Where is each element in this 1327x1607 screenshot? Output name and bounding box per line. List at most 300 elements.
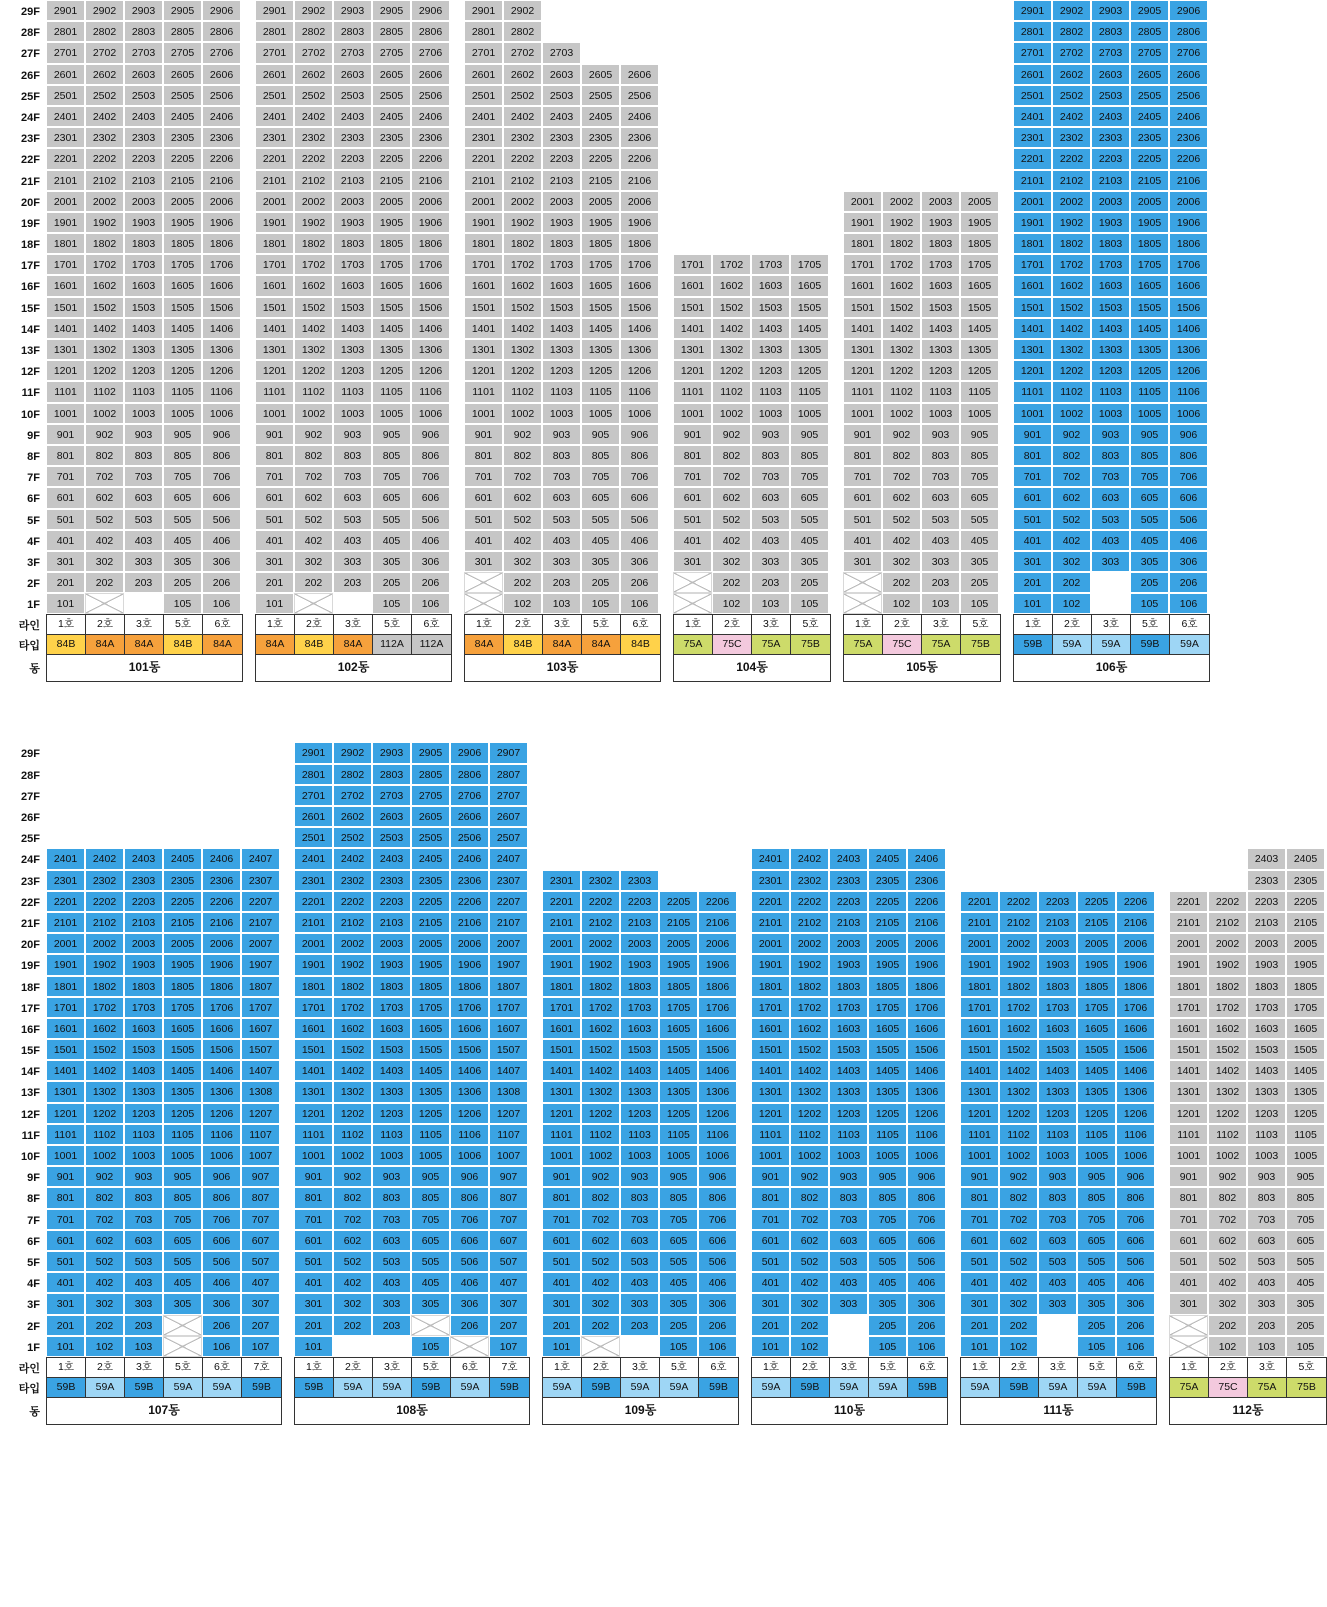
unit-cell[interactable]: 1705 — [1077, 997, 1116, 1018]
unit-cell[interactable]: 1705 — [163, 997, 202, 1018]
unit-cell[interactable]: 1902 — [581, 954, 620, 975]
unit-cell[interactable]: 2206 — [1116, 891, 1155, 912]
unit-cell[interactable]: 1703 — [124, 254, 163, 275]
unit-cell[interactable]: 206 — [1116, 1315, 1155, 1336]
unit-cell[interactable]: 1302 — [1208, 1081, 1247, 1102]
unit-cell[interactable]: 301 — [843, 551, 882, 572]
unit-cell[interactable]: 1105 — [163, 381, 202, 402]
unit-cell[interactable]: 803 — [1247, 1187, 1286, 1208]
unit-cell[interactable]: 1406 — [202, 318, 241, 339]
unit-cell[interactable]: 2602 — [85, 64, 124, 85]
unit-cell[interactable]: 1602 — [999, 1018, 1038, 1039]
unit-cell[interactable]: 1705 — [581, 254, 620, 275]
unit-cell[interactable]: 2901 — [294, 742, 333, 763]
unit-cell[interactable]: 2202 — [1208, 891, 1247, 912]
unit-cell[interactable]: 2002 — [85, 191, 124, 212]
unit-cell[interactable]: 2103 — [333, 170, 372, 191]
unit-cell[interactable]: 401 — [294, 1272, 333, 1293]
unit-cell[interactable]: 2406 — [202, 848, 241, 869]
type-badge[interactable]: 112A — [412, 635, 451, 655]
unit-cell[interactable]: 1106 — [450, 1124, 489, 1145]
unit-cell[interactable]: 107 — [241, 1336, 280, 1357]
unit-cell[interactable]: 1606 — [1169, 275, 1208, 296]
unit-cell[interactable]: 1403 — [829, 1060, 868, 1081]
unit-cell[interactable]: 1805 — [581, 233, 620, 254]
unit-cell[interactable]: 2401 — [1013, 106, 1052, 127]
unit-cell[interactable]: 2205 — [1286, 891, 1325, 912]
unit-cell[interactable]: 506 — [411, 509, 450, 530]
unit-cell[interactable]: 2003 — [124, 933, 163, 954]
unit-cell[interactable]: 605 — [1286, 1230, 1325, 1251]
unit-cell[interactable]: 1806 — [411, 233, 450, 254]
unit-cell[interactable]: 2801 — [255, 21, 294, 42]
unit-cell[interactable]: 1001 — [46, 403, 85, 424]
unit-cell[interactable]: 406 — [202, 1272, 241, 1293]
unit-cell[interactable]: 1003 — [333, 403, 372, 424]
unit-cell[interactable]: 305 — [659, 1293, 698, 1314]
unit-cell[interactable]: 406 — [202, 530, 241, 551]
unit-cell[interactable]: 1105 — [163, 1124, 202, 1145]
unit-cell[interactable]: 401 — [46, 530, 85, 551]
unit-cell[interactable]: 1405 — [163, 1060, 202, 1081]
unit-cell[interactable]: 201 — [255, 572, 294, 593]
unit-cell[interactable]: 203 — [124, 1315, 163, 1336]
unit-cell[interactable]: 1705 — [1130, 254, 1169, 275]
unit-cell[interactable]: 402 — [882, 530, 921, 551]
unit-cell[interactable]: 1807 — [489, 976, 528, 997]
unit-cell[interactable]: 906 — [450, 1166, 489, 1187]
unit-cell[interactable]: 1502 — [85, 1039, 124, 1060]
unit-cell[interactable]: 1902 — [1052, 212, 1091, 233]
type-badge[interactable]: 84A — [334, 635, 373, 655]
unit-cell[interactable]: 2203 — [829, 891, 868, 912]
unit-cell[interactable]: 401 — [1169, 1272, 1208, 1293]
unit-cell[interactable]: 702 — [790, 1209, 829, 1230]
unit-cell[interactable]: 201 — [751, 1315, 790, 1336]
type-badge[interactable]: 75B — [961, 635, 1000, 655]
unit-cell[interactable]: 201 — [960, 1315, 999, 1336]
unit-cell[interactable]: 1905 — [1130, 212, 1169, 233]
unit-cell[interactable]: 2605 — [581, 64, 620, 85]
unit-cell[interactable]: 702 — [85, 466, 124, 487]
unit-cell[interactable]: 2803 — [124, 21, 163, 42]
unit-cell[interactable]: 2006 — [1116, 933, 1155, 954]
unit-cell[interactable]: 1601 — [464, 275, 503, 296]
unit-cell[interactable]: 2006 — [450, 933, 489, 954]
unit-cell[interactable]: 2306 — [620, 127, 659, 148]
unit-cell[interactable]: 1001 — [255, 403, 294, 424]
unit-cell[interactable]: 2806 — [202, 21, 241, 42]
unit-cell[interactable]: 705 — [372, 466, 411, 487]
unit-cell[interactable]: 2301 — [751, 870, 790, 891]
unit-cell[interactable]: 1505 — [790, 297, 829, 318]
unit-cell[interactable]: 1402 — [882, 318, 921, 339]
unit-cell[interactable]: 206 — [1169, 572, 1208, 593]
unit-cell[interactable]: 2407 — [241, 848, 280, 869]
type-badge[interactable]: 84A — [465, 635, 504, 655]
unit-cell[interactable]: 205 — [1286, 1315, 1325, 1336]
unit-cell[interactable]: 2205 — [1077, 891, 1116, 912]
unit-cell[interactable]: 603 — [124, 487, 163, 508]
unit-cell[interactable]: 503 — [1038, 1251, 1077, 1272]
unit-cell[interactable]: 1006 — [1169, 403, 1208, 424]
unit-cell[interactable]: 1302 — [790, 1081, 829, 1102]
unit-cell[interactable]: 1303 — [1038, 1081, 1077, 1102]
unit-cell[interactable]: 1705 — [163, 254, 202, 275]
unit-cell[interactable]: 1001 — [46, 1145, 85, 1166]
unit-cell[interactable]: 801 — [1169, 1187, 1208, 1208]
unit-cell[interactable]: 1005 — [1286, 1145, 1325, 1166]
unit-cell[interactable]: 2007 — [489, 933, 528, 954]
unit-cell[interactable]: 306 — [450, 1293, 489, 1314]
unit-cell[interactable]: 1802 — [294, 233, 333, 254]
unit-cell[interactable]: 1203 — [1091, 360, 1130, 381]
unit-cell[interactable]: 401 — [542, 1272, 581, 1293]
unit-cell[interactable]: 1403 — [620, 1060, 659, 1081]
unit-cell[interactable]: 406 — [450, 1272, 489, 1293]
unit-cell[interactable]: 406 — [698, 1272, 737, 1293]
unit-cell[interactable]: 406 — [1169, 530, 1208, 551]
unit-cell[interactable]: 1502 — [85, 297, 124, 318]
type-badge[interactable]: 59A — [869, 1378, 908, 1398]
unit-cell[interactable]: 901 — [751, 1166, 790, 1187]
unit-cell[interactable]: 401 — [751, 1272, 790, 1293]
unit-cell[interactable]: 803 — [372, 1187, 411, 1208]
unit-cell[interactable]: 403 — [1247, 1272, 1286, 1293]
unit-cell[interactable]: 1306 — [620, 339, 659, 360]
unit-cell[interactable]: 1705 — [868, 997, 907, 1018]
unit-cell[interactable]: 2805 — [372, 21, 411, 42]
unit-cell[interactable]: 1202 — [1052, 360, 1091, 381]
unit-cell[interactable]: 1706 — [450, 997, 489, 1018]
unit-cell[interactable]: 1903 — [1091, 212, 1130, 233]
unit-cell[interactable]: 702 — [85, 1209, 124, 1230]
unit-cell[interactable]: 1003 — [1091, 403, 1130, 424]
unit-cell[interactable]: 1005 — [960, 403, 999, 424]
unit-cell[interactable]: 1605 — [790, 275, 829, 296]
type-badge[interactable]: 75A — [674, 635, 713, 655]
unit-cell[interactable]: 405 — [790, 530, 829, 551]
unit-cell[interactable]: 2702 — [1052, 42, 1091, 63]
unit-cell[interactable]: 2906 — [411, 0, 450, 21]
unit-cell[interactable]: 1701 — [46, 254, 85, 275]
unit-cell[interactable]: 506 — [1116, 1251, 1155, 1272]
unit-cell[interactable]: 502 — [581, 1251, 620, 1272]
unit-cell[interactable]: 503 — [620, 1251, 659, 1272]
unit-cell[interactable]: 1705 — [411, 997, 450, 1018]
unit-cell[interactable]: 1005 — [1130, 403, 1169, 424]
unit-cell[interactable]: 1405 — [1130, 318, 1169, 339]
unit-cell[interactable]: 306 — [698, 1293, 737, 1314]
type-badge[interactable]: 75C — [713, 635, 752, 655]
unit-cell[interactable]: 806 — [620, 445, 659, 466]
unit-cell[interactable]: 2302 — [294, 127, 333, 148]
unit-cell[interactable]: 1203 — [1038, 1103, 1077, 1124]
unit-cell[interactable]: 2106 — [450, 912, 489, 933]
unit-cell[interactable]: 901 — [960, 1166, 999, 1187]
unit-cell[interactable]: 403 — [921, 530, 960, 551]
unit-cell[interactable]: 1203 — [372, 1103, 411, 1124]
unit-cell[interactable]: 2201 — [46, 148, 85, 169]
unit-cell[interactable]: 406 — [411, 530, 450, 551]
unit-cell[interactable]: 2902 — [294, 0, 333, 21]
unit-cell[interactable]: 505 — [1077, 1251, 1116, 1272]
unit-cell[interactable]: 805 — [1286, 1187, 1325, 1208]
unit-cell[interactable]: 1803 — [829, 976, 868, 997]
unit-cell[interactable]: 2501 — [1013, 85, 1052, 106]
unit-cell[interactable]: 2401 — [255, 106, 294, 127]
unit-cell[interactable]: 2201 — [1169, 891, 1208, 912]
unit-cell[interactable]: 1506 — [202, 1039, 241, 1060]
unit-cell[interactable]: 1601 — [542, 1018, 581, 1039]
unit-cell[interactable]: 1706 — [698, 997, 737, 1018]
unit-cell[interactable]: 1706 — [1169, 254, 1208, 275]
unit-cell[interactable]: 106 — [202, 1336, 241, 1357]
unit-cell[interactable]: 302 — [790, 1293, 829, 1314]
unit-cell[interactable]: 1907 — [241, 954, 280, 975]
unit-cell[interactable]: 401 — [464, 530, 503, 551]
unit-cell[interactable]: 2606 — [450, 806, 489, 827]
unit-cell[interactable]: 302 — [712, 551, 751, 572]
unit-cell[interactable]: 405 — [659, 1272, 698, 1293]
unit-cell[interactable]: 701 — [542, 1209, 581, 1230]
unit-cell[interactable]: 1005 — [581, 403, 620, 424]
unit-cell[interactable]: 2103 — [1091, 170, 1130, 191]
unit-cell[interactable]: 1101 — [960, 1124, 999, 1145]
unit-cell[interactable]: 1105 — [960, 381, 999, 402]
unit-cell[interactable]: 2005 — [1130, 191, 1169, 212]
unit-cell[interactable]: 1203 — [1247, 1103, 1286, 1124]
unit-cell[interactable]: 702 — [503, 466, 542, 487]
unit-cell[interactable]: 1403 — [1038, 1060, 1077, 1081]
unit-cell[interactable]: 701 — [751, 1209, 790, 1230]
unit-cell[interactable]: 1103 — [1091, 381, 1130, 402]
unit-cell[interactable]: 2905 — [372, 0, 411, 21]
unit-cell[interactable]: 1703 — [1091, 254, 1130, 275]
unit-cell[interactable]: 101 — [46, 593, 85, 614]
unit-cell[interactable]: 2803 — [333, 21, 372, 42]
unit-cell[interactable]: 1702 — [712, 254, 751, 275]
unit-cell[interactable]: 1807 — [241, 976, 280, 997]
unit-cell[interactable]: 202 — [1052, 572, 1091, 593]
unit-cell[interactable]: 2403 — [829, 848, 868, 869]
unit-cell[interactable]: 902 — [333, 1166, 372, 1187]
unit-cell[interactable]: 2005 — [163, 933, 202, 954]
unit-cell[interactable]: 101 — [255, 593, 294, 614]
unit-cell[interactable]: 2105 — [163, 912, 202, 933]
unit-cell[interactable]: 401 — [673, 530, 712, 551]
unit-cell[interactable]: 203 — [333, 572, 372, 593]
unit-cell[interactable]: 606 — [411, 487, 450, 508]
unit-cell[interactable]: 102 — [1052, 593, 1091, 614]
type-badge[interactable]: 84A — [582, 635, 621, 655]
unit-cell[interactable]: 201 — [294, 1315, 333, 1336]
unit-cell[interactable]: 2303 — [372, 870, 411, 891]
unit-cell[interactable]: 501 — [464, 509, 503, 530]
unit-cell[interactable]: 405 — [1077, 1272, 1116, 1293]
unit-cell[interactable]: 406 — [907, 1272, 946, 1293]
unit-cell[interactable]: 2206 — [202, 148, 241, 169]
unit-cell[interactable]: 2002 — [1052, 191, 1091, 212]
unit-cell[interactable]: 2205 — [868, 891, 907, 912]
unit-cell[interactable]: 905 — [581, 424, 620, 445]
unit-cell[interactable]: 705 — [659, 1209, 698, 1230]
unit-cell[interactable]: 1303 — [921, 339, 960, 360]
unit-cell[interactable]: 2505 — [411, 827, 450, 848]
unit-cell[interactable]: 101 — [960, 1336, 999, 1357]
unit-cell[interactable]: 1303 — [124, 339, 163, 360]
unit-cell[interactable]: 1406 — [620, 318, 659, 339]
unit-cell[interactable]: 1303 — [751, 339, 790, 360]
unit-cell[interactable]: 305 — [960, 551, 999, 572]
unit-cell[interactable]: 603 — [124, 1230, 163, 1251]
unit-cell[interactable]: 701 — [46, 466, 85, 487]
unit-cell[interactable]: 2401 — [46, 106, 85, 127]
unit-cell[interactable]: 2001 — [751, 933, 790, 954]
unit-cell[interactable]: 2101 — [46, 912, 85, 933]
unit-cell[interactable]: 1801 — [46, 233, 85, 254]
unit-cell[interactable]: 1005 — [411, 1145, 450, 1166]
unit-cell[interactable]: 1206 — [202, 360, 241, 381]
unit-cell[interactable]: 1701 — [464, 254, 503, 275]
unit-cell[interactable]: 302 — [503, 551, 542, 572]
unit-cell[interactable]: 1505 — [659, 1039, 698, 1060]
unit-cell[interactable]: 302 — [882, 551, 921, 572]
unit-cell[interactable]: 1606 — [1116, 1018, 1155, 1039]
unit-cell[interactable]: 2102 — [294, 170, 333, 191]
unit-cell[interactable]: 1802 — [790, 976, 829, 997]
type-badge[interactable]: 59B — [1117, 1378, 1156, 1398]
unit-cell[interactable]: 2405 — [1286, 848, 1325, 869]
unit-cell[interactable]: 1502 — [581, 1039, 620, 1060]
unit-cell[interactable]: 402 — [790, 1272, 829, 1293]
unit-cell[interactable]: 206 — [620, 572, 659, 593]
unit-cell[interactable]: 1605 — [659, 1018, 698, 1039]
unit-cell[interactable]: 2003 — [921, 191, 960, 212]
unit-cell[interactable]: 801 — [542, 1187, 581, 1208]
unit-cell[interactable]: 2406 — [907, 848, 946, 869]
unit-cell[interactable]: 2203 — [620, 891, 659, 912]
unit-cell[interactable]: 1605 — [1077, 1018, 1116, 1039]
unit-cell[interactable]: 601 — [46, 487, 85, 508]
unit-cell[interactable]: 1006 — [202, 1145, 241, 1166]
type-badge[interactable]: 59A — [660, 1378, 699, 1398]
unit-cell[interactable]: 2303 — [333, 127, 372, 148]
unit-cell[interactable]: 301 — [960, 1293, 999, 1314]
unit-cell[interactable]: 1607 — [241, 1018, 280, 1039]
unit-cell[interactable]: 403 — [124, 530, 163, 551]
unit-cell[interactable]: 1605 — [1130, 275, 1169, 296]
unit-cell[interactable]: 2203 — [1091, 148, 1130, 169]
unit-cell[interactable]: 1901 — [542, 954, 581, 975]
unit-cell[interactable]: 505 — [372, 509, 411, 530]
unit-cell[interactable]: 1606 — [202, 1018, 241, 1039]
unit-cell[interactable]: 605 — [790, 487, 829, 508]
unit-cell[interactable]: 1605 — [868, 1018, 907, 1039]
unit-cell[interactable]: 1803 — [372, 976, 411, 997]
unit-cell[interactable]: 1903 — [1247, 954, 1286, 975]
unit-cell[interactable]: 2402 — [1052, 106, 1091, 127]
unit-cell[interactable]: 501 — [960, 1251, 999, 1272]
unit-cell[interactable]: 2106 — [698, 912, 737, 933]
unit-cell[interactable]: 2001 — [464, 191, 503, 212]
unit-cell[interactable]: 603 — [1038, 1230, 1077, 1251]
unit-cell[interactable]: 2105 — [581, 170, 620, 191]
unit-cell[interactable]: 2406 — [202, 106, 241, 127]
unit-cell[interactable]: 605 — [372, 487, 411, 508]
unit-cell[interactable]: 2205 — [372, 148, 411, 169]
unit-cell[interactable]: 301 — [46, 1293, 85, 1314]
unit-cell[interactable]: 1901 — [751, 954, 790, 975]
unit-cell[interactable]: 1503 — [1091, 297, 1130, 318]
unit-cell[interactable]: 2707 — [489, 785, 528, 806]
unit-cell[interactable]: 1001 — [1169, 1145, 1208, 1166]
unit-cell[interactable]: 1308 — [241, 1081, 280, 1102]
unit-cell[interactable]: 1406 — [907, 1060, 946, 1081]
unit-cell[interactable]: 701 — [255, 466, 294, 487]
unit-cell[interactable]: 2902 — [1052, 0, 1091, 21]
unit-cell[interactable]: 606 — [1116, 1230, 1155, 1251]
unit-cell[interactable]: 2205 — [163, 891, 202, 912]
unit-cell[interactable]: 1202 — [1208, 1103, 1247, 1124]
unit-cell[interactable]: 906 — [620, 424, 659, 445]
unit-cell[interactable]: 105 — [163, 593, 202, 614]
unit-cell[interactable]: 306 — [620, 551, 659, 572]
unit-cell[interactable]: 2106 — [202, 912, 241, 933]
unit-cell[interactable]: 1305 — [581, 339, 620, 360]
unit-cell[interactable]: 505 — [163, 509, 202, 530]
unit-cell[interactable]: 1301 — [542, 1081, 581, 1102]
unit-cell[interactable]: 207 — [489, 1315, 528, 1336]
unit-cell[interactable]: 706 — [411, 466, 450, 487]
unit-cell[interactable]: 2303 — [1091, 127, 1130, 148]
unit-cell[interactable]: 2403 — [124, 106, 163, 127]
unit-cell[interactable]: 902 — [882, 424, 921, 445]
unit-cell[interactable]: 1003 — [1038, 1145, 1077, 1166]
unit-cell[interactable]: 1501 — [1013, 297, 1052, 318]
unit-cell[interactable]: 1602 — [333, 1018, 372, 1039]
unit-cell[interactable]: 1302 — [712, 339, 751, 360]
unit-cell[interactable]: 1002 — [85, 1145, 124, 1166]
unit-cell[interactable]: 1105 — [868, 1124, 907, 1145]
unit-cell[interactable]: 302 — [333, 1293, 372, 1314]
unit-cell[interactable]: 1703 — [372, 997, 411, 1018]
unit-cell[interactable]: 1405 — [411, 1060, 450, 1081]
unit-cell[interactable]: 1905 — [411, 954, 450, 975]
unit-cell[interactable]: 902 — [85, 1166, 124, 1187]
unit-cell[interactable]: 905 — [790, 424, 829, 445]
unit-cell[interactable]: 703 — [124, 1209, 163, 1230]
unit-cell[interactable]: 2606 — [202, 64, 241, 85]
unit-cell[interactable]: 1505 — [960, 297, 999, 318]
unit-cell[interactable]: 1203 — [124, 360, 163, 381]
unit-cell[interactable]: 1706 — [620, 254, 659, 275]
unit-cell[interactable]: 106 — [1116, 1336, 1155, 1357]
unit-cell[interactable]: 1101 — [464, 381, 503, 402]
unit-cell[interactable]: 401 — [1013, 530, 1052, 551]
unit-cell[interactable]: 1501 — [542, 1039, 581, 1060]
unit-cell[interactable]: 702 — [999, 1209, 1038, 1230]
unit-cell[interactable]: 2302 — [85, 870, 124, 891]
unit-cell[interactable]: 2405 — [411, 848, 450, 869]
unit-cell[interactable]: 1305 — [960, 339, 999, 360]
unit-cell[interactable]: 2201 — [542, 891, 581, 912]
unit-cell[interactable]: 2106 — [1116, 912, 1155, 933]
type-badge[interactable]: 112A — [373, 635, 412, 655]
unit-cell[interactable]: 702 — [294, 466, 333, 487]
unit-cell[interactable]: 602 — [1208, 1230, 1247, 1251]
unit-cell[interactable]: 1602 — [712, 275, 751, 296]
